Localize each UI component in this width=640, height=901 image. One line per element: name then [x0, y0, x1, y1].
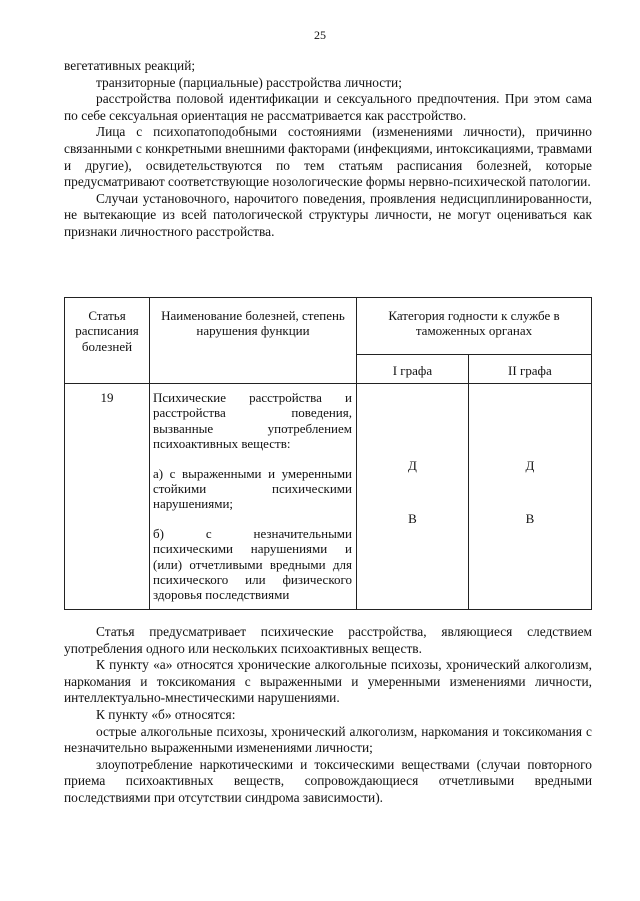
header-col2: II графа: [468, 355, 591, 384]
intro-text: [64, 58, 592, 241]
header-category: Категория годности к службе в таможенных органах: [357, 298, 592, 355]
page-number: 25: [314, 28, 326, 42]
paragraph: Случаи установочного, нарочитого поведения, проявления недисциплинированности, не вытекающие из всей патологической структуры личности, не могут оцениваться как признаки личностного расстройства.: [64, 190, 592, 239]
outro-text: [64, 624, 592, 807]
item-a-col1: Д: [407, 458, 417, 473]
item-b-col1: В: [408, 511, 417, 527]
paragraph: вегетативных реакций;: [64, 58, 196, 73]
item-b-text: б) с незначительными психическими нарушениями и (или) отчетливыми вредными для психического или физического здоровья последствиями: [153, 525, 352, 603]
fitness-table: [64, 297, 592, 610]
paragraph: Статья предусматривает психические расстройства, являющиеся следствием употребления одного или нескольких психоактивных веществ.: [64, 624, 592, 656]
item-a-text: а) с выраженными и умеренными стойкими психическими нарушениями;: [153, 465, 352, 512]
paragraph: злоупотребление наркотическими и токсическими веществами (случаи повторного приема психоактивных веществ, сопровождающиеся отчетливыми вредными последствиями при отсутствии синдрома зависимости).: [64, 756, 592, 805]
paragraph: Лица с психопатоподобными состояниями (изменениями личности), причинно связанными с конкретными внешними факторами (инфекциями, интоксикациями, травмами и другие), освидетельствуются по тем статьям расписания болезней, которые предусматривают соответствующие нозологические формы нервно-психической патологии.: [64, 124, 592, 190]
header-col1: I графа: [357, 355, 469, 384]
item-a-col2: Д: [525, 458, 535, 473]
table-row: [65, 384, 592, 610]
disease-title: Психические расстройства и расстройства поведения, вызванные употреблением психоактивных веществ:: [153, 390, 352, 452]
disease-name-cell: [150, 384, 357, 610]
article-number: 19: [65, 384, 150, 610]
paragraph: острые алкогольные психозы, хронический алкоголизм, наркомания и токсикомания с незначительно выраженными изменениями личности;: [64, 723, 592, 756]
paragraph: К пункту «б» относятся:: [96, 706, 236, 722]
paragraph: транзиторные (парциальные) расстройства личности;: [96, 74, 402, 90]
col1-cell: [357, 384, 469, 610]
item-b-col2: В: [525, 511, 535, 527]
paragraph: расстройства половой идентификации и сексуального предпочтения. При этом сама по себе сексуальная ориентация не рассматривается как расстройство.: [64, 91, 592, 123]
paragraph: К пункту «а» относятся хронические алкогольные психозы, хронический алкоголизм, наркомания и токсикомания с выраженными и умеренными изменениями личности, интеллектуально-мнестическими нарушениями.: [64, 657, 592, 706]
header-article: Статья расписания болезней: [65, 298, 150, 384]
col2-cell: [468, 384, 591, 610]
table-header-row: [65, 298, 592, 355]
header-name: Наименование болезней, степень нарушения функции: [150, 298, 357, 384]
